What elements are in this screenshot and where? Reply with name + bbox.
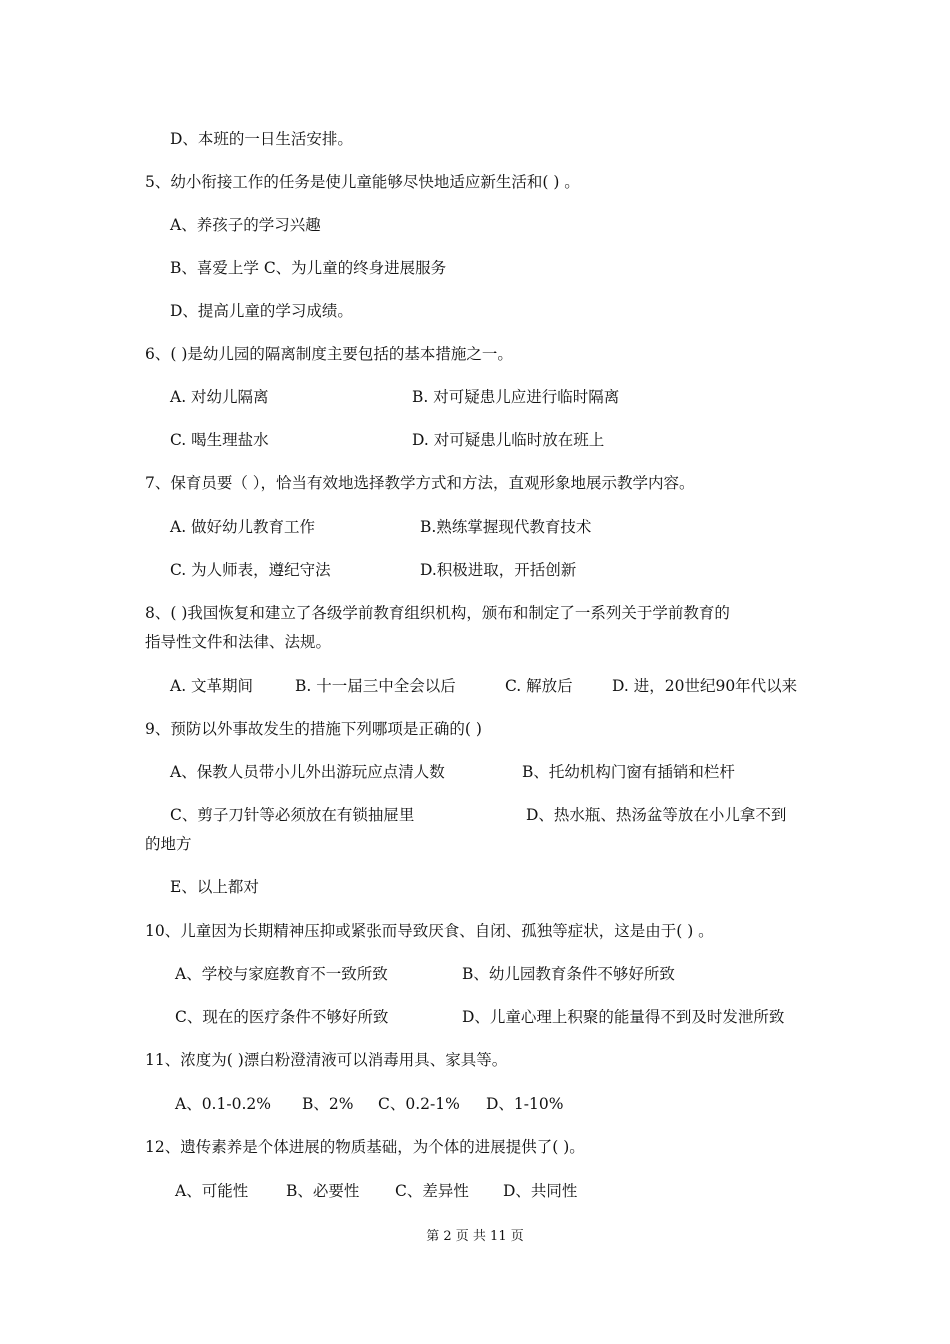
q6-option-a: A. 对幼儿隔离 — [170, 388, 269, 406]
page-number-footer: 第 2 页 共 11 页 — [426, 1229, 524, 1244]
q10-stem: 10、儿童因为长期精神压抑或紧张而导致厌食、自闭、孤独等症状，这是由于( ) 。 — [145, 922, 714, 940]
q8-option-d: D. 进，20世纪90年代以来 — [612, 677, 798, 695]
q4-option-d: D、本班的一日生活安排。 — [170, 130, 353, 148]
q10-option-b: B、幼儿园教育条件不够好所致 — [462, 965, 675, 983]
q11-option-a: A、0.1-0.2% — [175, 1095, 271, 1113]
q9-option-c: C、剪子刀针等必须放在有锁抽屉里 — [170, 806, 415, 824]
q11-option-d: D、1-10% — [486, 1095, 564, 1113]
q8-option-c: C. 解放后 — [505, 677, 573, 695]
q9-option-b: B、托幼机构门窗有插销和栏杆 — [522, 763, 735, 781]
q7-option-a: A. 做好幼儿教育工作 — [170, 518, 316, 536]
q7-option-b: B.熟练掌握现代教育技术 — [420, 518, 592, 536]
q9-option-e: E、以上都对 — [170, 878, 259, 896]
q11-option-c: C、0.2-1% — [378, 1095, 460, 1113]
q6-stem: 6、( )是幼儿园的隔离制度主要包括的基本措施之一。 — [145, 345, 513, 363]
q12-option-d: D、共同性 — [503, 1182, 578, 1200]
q5-stem: 5、幼小衔接工作的任务是使儿童能够尽快地适应新生活和( ) 。 — [145, 173, 580, 191]
q12-option-a: A、可能性 — [175, 1182, 249, 1200]
q12-option-c: C、差异性 — [395, 1182, 469, 1200]
q5-option-a: A、养孩子的学习兴趣 — [170, 216, 321, 234]
q7-option-c: C. 为人师表，遵纪守法 — [170, 561, 331, 579]
q12-option-b: B、必要性 — [286, 1182, 360, 1200]
q10-option-c: C、现在的医疗条件不够好所致 — [175, 1008, 389, 1026]
q10-option-a: A、学校与家庭教育不一致所致 — [175, 965, 388, 983]
q6-option-c: C. 喝生理盐水 — [170, 431, 269, 449]
q8-stem-line2: 指导性文件和法律、法规。 — [145, 633, 332, 651]
q8-option-a: A. 文革期间 — [170, 677, 254, 695]
q11-option-b: B、2% — [302, 1095, 354, 1113]
q10-option-d: D、儿童心理上积聚的能量得不到及时发泄所致 — [462, 1008, 785, 1026]
q7-stem: 7、保育员要（ ），恰当有效地选择教学方式和方法，直观形象地展示教学内容。 — [145, 474, 695, 492]
q9-option-d: D、热水瓶、热汤盆等放在小儿拿不到 — [526, 806, 787, 824]
q9-option-a: A、保教人员带小儿外出游玩应点清人数 — [170, 763, 445, 781]
q8-stem-line1: 8、( )我国恢复和建立了各级学前教育组织机构，颁布和制定了一系列关于学前教育的 — [145, 604, 730, 622]
q6-option-d: D. 对可疑患儿临时放在班上 — [412, 431, 605, 449]
q7-option-d: D.积极进取，开括创新 — [420, 561, 577, 579]
q5-option-d: D、提高儿童的学习成绩。 — [170, 302, 353, 320]
q11-stem: 11、浓度为( )漂白粉澄清液可以消毒用具、家具等。 — [145, 1051, 508, 1069]
q9-option-d-cont: 的地方 — [145, 835, 192, 853]
q5-option-bc: B、喜爱上学 C、为儿童的终身进展服务 — [170, 259, 447, 277]
q8-option-b: B. 十一届三中全会以后 — [295, 677, 456, 695]
q9-stem: 9、预防以外事故发生的措施下列哪项是正确的( ) — [145, 720, 482, 738]
q6-option-b: B. 对可疑患儿应进行临时隔离 — [412, 388, 620, 406]
q12-stem: 12、遗传素养是个体进展的物质基础，为个体的进展提供了( )。 — [145, 1138, 585, 1156]
